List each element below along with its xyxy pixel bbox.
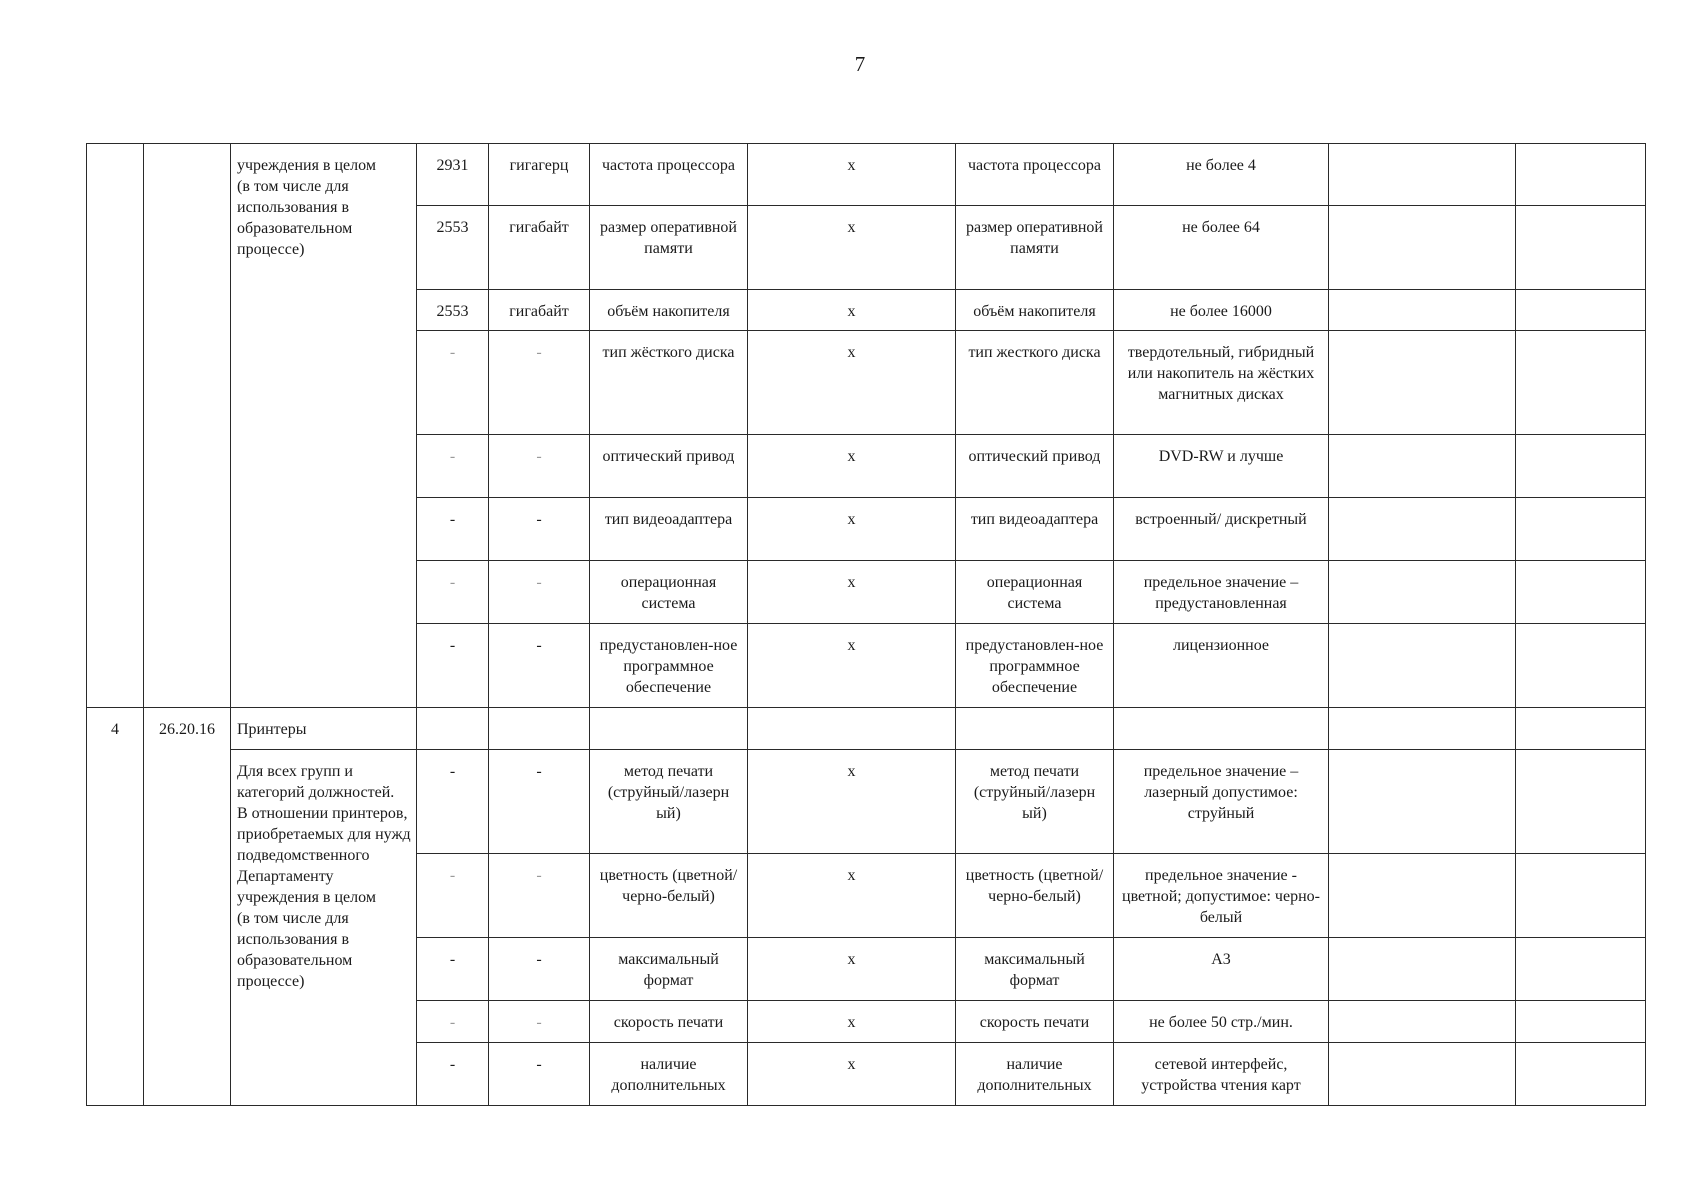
empty-cell xyxy=(1329,144,1516,206)
empty-cell xyxy=(417,708,489,750)
empty-cell xyxy=(1516,1001,1646,1043)
requirements-table xyxy=(86,143,1646,1106)
characteristic-cell: тип жёсткого диска xyxy=(590,331,748,435)
okei-code-cell: - xyxy=(417,938,489,1001)
empty-cell xyxy=(1329,1001,1516,1043)
characteristic-approved-cell: наличие дополнительных xyxy=(956,1043,1114,1106)
limit-value-cell: не более 50 стр./мин. xyxy=(1114,1001,1329,1043)
empty-cell xyxy=(748,708,956,750)
value-x-cell: х xyxy=(748,290,956,331)
empty-cell xyxy=(1516,498,1646,561)
limit-value-cell: не более 16000 xyxy=(1114,290,1329,331)
empty-cell xyxy=(1329,435,1516,498)
table-row xyxy=(87,708,1646,750)
okpd-code-cell xyxy=(144,144,231,708)
limit-value-cell: предельное значение – лазерный допустимое: струйный xyxy=(1114,750,1329,854)
characteristic-cell: частота процессора xyxy=(590,144,748,206)
category-description-cell: учреждения в целом (в том числе для использования в образовательном процессе) xyxy=(231,144,417,708)
unit-cell: - xyxy=(489,435,590,498)
limit-value-cell: не более 64 xyxy=(1114,206,1329,290)
empty-cell xyxy=(1329,561,1516,624)
unit-cell: - xyxy=(489,1043,590,1106)
empty-cell xyxy=(1516,331,1646,435)
characteristic-approved-cell: предустановлен-ное программное обеспечение xyxy=(956,624,1114,708)
empty-cell xyxy=(1329,750,1516,854)
value-x-cell: х xyxy=(748,498,956,561)
unit-cell: - xyxy=(489,561,590,624)
characteristic-approved-cell: частота процессора xyxy=(956,144,1114,206)
value-x-cell: х xyxy=(748,624,956,708)
category-description-cell: Для всех групп и категорий должностей. В отношении принтеров, приобретаемых для нужд подведомственного Департаменту учреждения в целом (в том числе для использования в образовательном процессе) xyxy=(231,750,417,1106)
empty-cell xyxy=(1516,435,1646,498)
unit-cell: - xyxy=(489,331,590,435)
characteristic-approved-cell: тип жесткого диска xyxy=(956,331,1114,435)
okei-code-cell: 2553 xyxy=(417,290,489,331)
empty-cell xyxy=(1329,206,1516,290)
characteristic-approved-cell: скорость печати xyxy=(956,1001,1114,1043)
value-x-cell: х xyxy=(748,1001,956,1043)
okei-code-cell: - xyxy=(417,624,489,708)
limit-value-cell: предельное значение - цветной; допустимое: черно-белый xyxy=(1114,854,1329,938)
empty-cell xyxy=(590,708,748,750)
value-x-cell: х xyxy=(748,435,956,498)
characteristic-cell: размер оперативной памяти xyxy=(590,206,748,290)
limit-value-cell: сетевой интерфейс, устройства чтения карт xyxy=(1114,1043,1329,1106)
characteristic-cell: наличие дополнительных xyxy=(590,1043,748,1106)
limit-value-cell: лицензионное xyxy=(1114,624,1329,708)
limit-value-cell: встроенный/ дискретный xyxy=(1114,498,1329,561)
characteristic-cell: цветность (цветной/черно-белый) xyxy=(590,854,748,938)
unit-cell: гигагерц xyxy=(489,144,590,206)
table-row xyxy=(87,144,1646,206)
value-x-cell: х xyxy=(748,1043,956,1106)
table-row xyxy=(87,750,1646,854)
empty-cell xyxy=(1516,561,1646,624)
unit-cell: - xyxy=(489,938,590,1001)
limit-value-cell: не более 4 xyxy=(1114,144,1329,206)
characteristic-cell: объём накопителя xyxy=(590,290,748,331)
characteristic-approved-cell: метод печати (струйный/лазерн ый) xyxy=(956,750,1114,854)
value-x-cell: х xyxy=(748,561,956,624)
value-x-cell: х xyxy=(748,938,956,1001)
okei-code-cell: - xyxy=(417,1001,489,1043)
characteristic-cell: оптический привод xyxy=(590,435,748,498)
unit-cell: гигабайт xyxy=(489,290,590,331)
empty-cell xyxy=(1516,144,1646,206)
okei-code-cell: - xyxy=(417,854,489,938)
empty-cell xyxy=(1516,1043,1646,1106)
characteristic-approved-cell: операционная система xyxy=(956,561,1114,624)
empty-cell xyxy=(1329,854,1516,938)
empty-cell xyxy=(489,708,590,750)
characteristic-cell: метод печати (струйный/лазерн ый) xyxy=(590,750,748,854)
row-number-cell: 4 xyxy=(87,708,144,1106)
characteristic-approved-cell: объём накопителя xyxy=(956,290,1114,331)
product-name-cell: Принтеры xyxy=(231,708,417,750)
empty-cell xyxy=(1516,624,1646,708)
value-x-cell: х xyxy=(748,331,956,435)
empty-cell xyxy=(1329,938,1516,1001)
characteristic-approved-cell: цветность (цветной/черно-белый) xyxy=(956,854,1114,938)
okei-code-cell: 2931 xyxy=(417,144,489,206)
empty-cell xyxy=(956,708,1114,750)
empty-cell xyxy=(1329,708,1516,750)
value-x-cell: х xyxy=(748,144,956,206)
characteristic-cell: максимальный формат xyxy=(590,938,748,1001)
empty-cell xyxy=(1329,331,1516,435)
value-x-cell: х xyxy=(748,854,956,938)
empty-cell xyxy=(1516,938,1646,1001)
empty-cell xyxy=(1329,290,1516,331)
okei-code-cell: - xyxy=(417,750,489,854)
limit-value-cell: твердотельный, гибридный или накопитель на жёстких магнитных дисках xyxy=(1114,331,1329,435)
page-number: 7 xyxy=(854,52,866,76)
limit-value-cell: А3 xyxy=(1114,938,1329,1001)
empty-cell xyxy=(1516,750,1646,854)
unit-cell: - xyxy=(489,750,590,854)
characteristic-cell: скорость печати xyxy=(590,1001,748,1043)
limit-value-cell: предельное значение – предустановленная xyxy=(1114,561,1329,624)
okei-code-cell: 2553 xyxy=(417,206,489,290)
empty-cell xyxy=(1329,1043,1516,1106)
characteristic-approved-cell: оптический привод xyxy=(956,435,1114,498)
okei-code-cell: - xyxy=(417,561,489,624)
empty-cell xyxy=(1516,290,1646,331)
value-x-cell: х xyxy=(748,750,956,854)
characteristic-approved-cell: максимальный формат xyxy=(956,938,1114,1001)
empty-cell xyxy=(1516,206,1646,290)
unit-cell: гигабайт xyxy=(489,206,590,290)
empty-cell xyxy=(1516,854,1646,938)
characteristic-approved-cell: тип видеоадаптера xyxy=(956,498,1114,561)
characteristic-cell: предустановлен-ное программное обеспечение xyxy=(590,624,748,708)
empty-cell xyxy=(1516,708,1646,750)
okei-code-cell: - xyxy=(417,498,489,561)
row-number-cell xyxy=(87,144,144,708)
unit-cell: - xyxy=(489,624,590,708)
empty-cell xyxy=(1329,624,1516,708)
value-x-cell: х xyxy=(748,206,956,290)
limit-value-cell: DVD-RW и лучше xyxy=(1114,435,1329,498)
okei-code-cell: - xyxy=(417,331,489,435)
okei-code-cell: - xyxy=(417,435,489,498)
unit-cell: - xyxy=(489,1001,590,1043)
unit-cell: - xyxy=(489,854,590,938)
empty-cell xyxy=(1114,708,1329,750)
unit-cell: - xyxy=(489,498,590,561)
empty-cell xyxy=(1329,498,1516,561)
okei-code-cell: - xyxy=(417,1043,489,1106)
characteristic-cell: операционная система xyxy=(590,561,748,624)
characteristic-cell: тип видеоадаптера xyxy=(590,498,748,561)
okpd-code-cell: 26.20.16 xyxy=(144,708,231,1106)
characteristic-approved-cell: размер оперативной памяти xyxy=(956,206,1114,290)
